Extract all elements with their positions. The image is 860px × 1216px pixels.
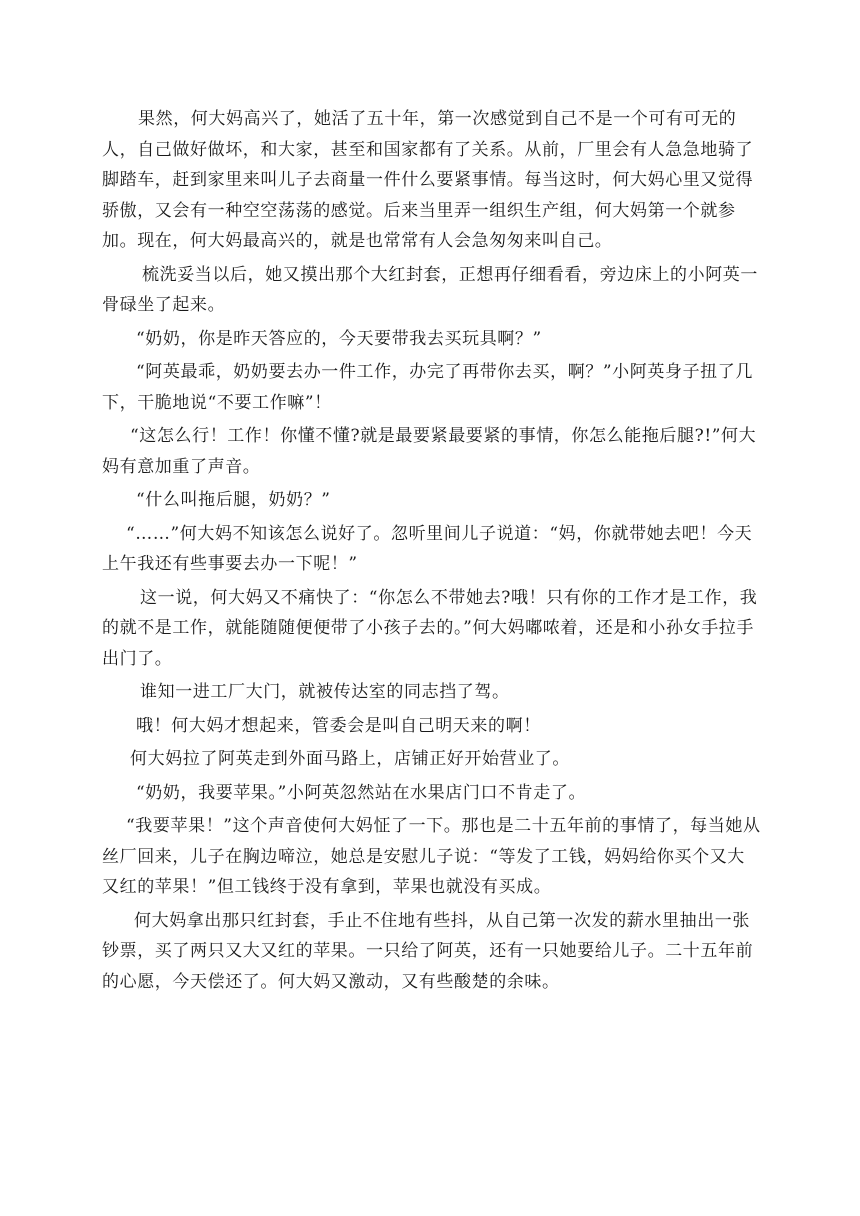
paragraph-5: “这怎么行！工作！你懂不懂?就是最要紧最要紧的事情，你怎么能拖后腿?!”何大妈有意加重了声音。 xyxy=(102,426,757,477)
paragraph-14: 何大妈拿出那只红封套，手止不住地有些抖，从自己第一次发的薪水里抽出一张钞票，买了两只又大又红的苹果。一只给了阿英，还有一只她要给儿子。二十五年前的心愿，今天偿还了。何大妈又激动，又有些酸楚的余味。 xyxy=(102,910,754,992)
paragraph-3: “奶奶，你是昨天答应的，今天要带我去买玩具啊？” xyxy=(136,328,542,349)
paragraph-1: 果然，何大妈高兴了，她活了五十年，第一次感觉到自己不是一个可有可无的人，自己做好做坏，和大家，甚至和国家都有了关系。从前，厂里会有人急急地骑了脚踏车，赶到家里来叫儿子去商量一件什么要紧事情。每当这时，何大妈心里又觉得骄傲，又会有一种空空荡荡的感觉。后来当里弄一组织生产组，何大妈第一个就参加。现在，何大妈最高兴的，就是也常常有人会急匆匆来叫自己。 xyxy=(102,109,754,251)
paragraph-12: “奶奶，我要苹果。”小阿英忽然站在水果店门口不肯走了。 xyxy=(136,782,587,803)
paragraph-7: “……”何大妈不知该怎么说好了。忽听里间儿子说道：“妈，你就带她去吧！今天上午我还有些事要去办一下呢！” xyxy=(102,523,753,574)
paragraph-4: “阿英最乖，奶奶要去办一件工作，办完了再带你去买，啊？”小阿英身子扭了几下，干脆地说“不要工作嘛”！ xyxy=(102,362,753,413)
paragraph-13: “我要苹果！”这个声音使何大妈怔了一下。那也是二十五年前的事情了，每当她从丝厂回来，儿子在胸边啼泣，她总是安慰儿子说：“等发了工钱，妈妈给你买个又大又红的苹果！”但工钱终于没有拿到，苹果也就没有买成。 xyxy=(102,816,761,897)
paragraph-8: 这一说，何大妈又不痛快了：“你怎么不带她去?哦！只有你的工作才是工作，我的就不是工作，就能随随便便带了小孩子去的。”何大妈嘟哝着，还是和小孙女手拉手出门了。 xyxy=(102,587,758,669)
story-text xyxy=(102,104,762,997)
paragraph-9: 谁知一进工厂大门，就被传达室的同志挡了驾。 xyxy=(140,682,510,702)
paragraph-10: 哦！何大妈才想起来，管委会是叫自己明天来的啊！ xyxy=(136,715,541,736)
paragraph-6: “什么叫拖后腿，奶奶？” xyxy=(136,490,331,510)
paragraph-2: 梳洗妥当以后，她又摸出那个大红封套，正想再仔细看看，旁边床上的小阿英一骨碌坐了起来。 xyxy=(102,264,758,315)
paragraph-11: 何大妈拉了阿英走到外面马路上，店铺正好开始营业了。 xyxy=(130,749,570,769)
